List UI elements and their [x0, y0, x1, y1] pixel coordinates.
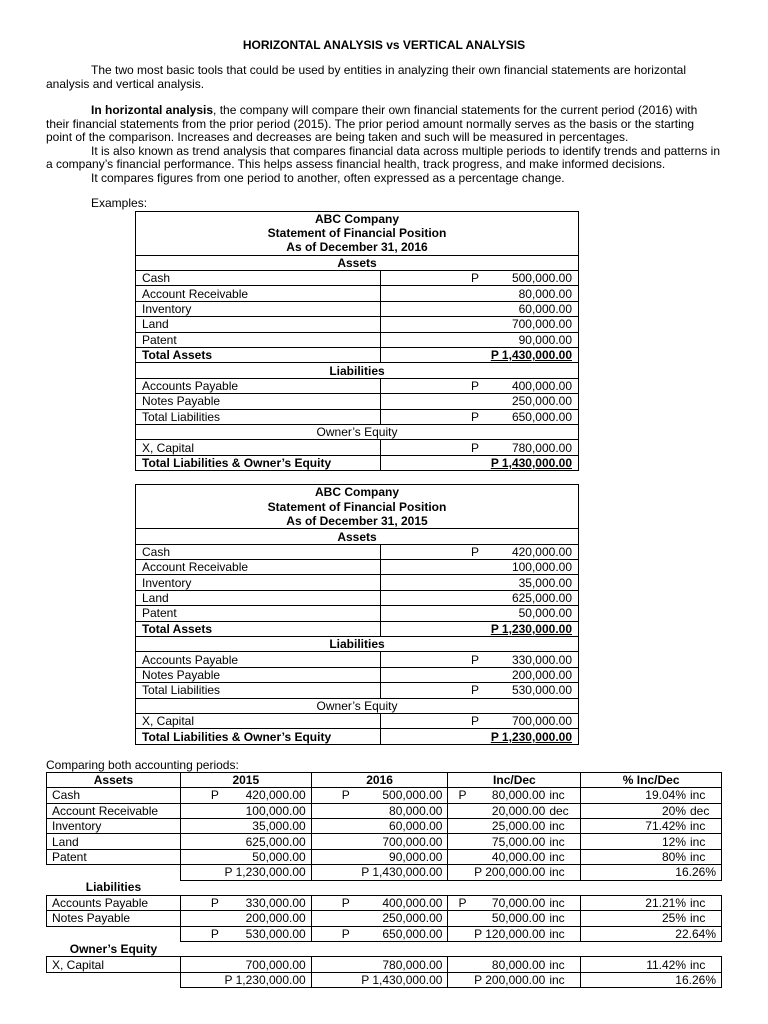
value-2015-amount: 100,000.00 [245, 803, 306, 818]
inc-dec [448, 957, 581, 972]
row-amount: 700,000.00 [511, 317, 572, 332]
comparison-caption: Comparing both accounting periods: [46, 757, 239, 772]
table-row [136, 440, 579, 455]
total-assets-row [136, 621, 579, 636]
inc-dec [448, 803, 581, 818]
pct-value: 12% [661, 834, 686, 849]
row-label: Total Liabilities [136, 683, 381, 698]
pct-value: 71.42% [645, 819, 686, 834]
pct-inc-dec [581, 788, 722, 803]
row-label: Cash [136, 544, 381, 559]
inc-dec-tag: inc [549, 834, 565, 849]
row-amount: 80,000.00 [518, 286, 572, 301]
row-amount: 100,000.00 [511, 560, 572, 575]
table-row [136, 560, 579, 575]
row-label: Inventory [47, 818, 181, 833]
header-cell: 2016 [311, 772, 448, 787]
table-row [47, 895, 722, 910]
statement-date: As of December 31, 2015 [136, 514, 579, 529]
peso-sign: P [471, 683, 480, 698]
table-row [136, 271, 579, 286]
row-amount: 90,000.00 [518, 332, 572, 347]
peso-sign: P [341, 896, 350, 911]
total-2016: 650,000.00 [382, 926, 443, 941]
value-2016-amount: 90,000.00 [389, 849, 443, 864]
value-2016 [311, 957, 448, 972]
value-2015-amount: 700,000.00 [245, 957, 306, 972]
inc-dec-tag: inc [549, 896, 565, 911]
table-row [136, 301, 579, 316]
table-row [136, 378, 579, 393]
table-row [136, 606, 579, 621]
table-row [136, 409, 579, 424]
row-label: Accounts Payable [136, 378, 381, 393]
total-pct: 16.26% [581, 865, 722, 880]
total-2015: 530,000.00 [245, 926, 306, 941]
pct-value: 80% [661, 849, 686, 864]
pct-inc-dec [581, 818, 722, 833]
table-row [47, 803, 722, 818]
total-diff-tag: inc [549, 926, 565, 941]
pct-inc-dec [581, 911, 722, 926]
table-row [136, 575, 579, 590]
inc-dec-amount: 70,000.00 [491, 896, 546, 911]
horizontal-analysis-text: , the company will compare their own financial statements for the current period (2016) with their financial statements from the prior period (2015). The prior period amount normally serves as the basis or the starting point of the comparison. Increases and decreases are being taken and such will be measured in percentages. [46, 103, 698, 144]
value-2016-amount: 700,000.00 [382, 834, 443, 849]
company-name: ABC Company [136, 211, 579, 226]
row-amount: 250,000.00 [511, 394, 572, 409]
intro-paragraph: The two most basic tools that could be used by entities in analyzing their own financial statements are horizontal analysis and vertical analysis. [46, 63, 686, 91]
row-label: X, Capital [136, 714, 381, 729]
total-le-amount: P 1,430,000.00 [490, 455, 572, 470]
pct-inc-dec [581, 957, 722, 972]
inc-dec-tag: inc [549, 819, 565, 834]
row-label: Cash [47, 788, 181, 803]
inc-dec [448, 834, 581, 849]
inc-dec-amount: 80,000.00 [491, 788, 546, 803]
inc-dec [448, 788, 581, 803]
pct-inc-dec [581, 834, 722, 849]
table-row [136, 714, 579, 729]
row-amount: 35,000.00 [518, 575, 572, 590]
row-amount: 780,000.00 [511, 440, 572, 455]
inc-dec-tag: inc [549, 788, 565, 803]
row-amount: 650,000.00 [511, 409, 572, 424]
value-2016 [311, 895, 448, 910]
pct-tag: inc [690, 788, 706, 803]
pct-tag: inc [690, 849, 706, 864]
row-label: Account Receivable [47, 803, 181, 818]
total-assets-amount: P 1,430,000.00 [490, 348, 572, 363]
total-diff-value: P 200,000.00 [474, 973, 546, 988]
total-le-label: Total Liabilities & Owner’s Equity [136, 729, 381, 744]
equity-total-row [47, 972, 722, 987]
peso-sign: P [341, 788, 350, 803]
statement-name: Statement of Financial Position [136, 226, 579, 240]
value-2016 [311, 803, 448, 818]
equity-subheading: Owner’s Equity [69, 942, 158, 957]
value-2015-amount: 625,000.00 [245, 834, 306, 849]
peso-sign: P [458, 896, 467, 911]
equity-heading: Owner’s Equity [136, 698, 579, 713]
total-pct: 22.64% [581, 926, 722, 941]
inc-dec [448, 849, 581, 864]
row-amount: 50,000.00 [518, 606, 572, 621]
value-2015 [180, 818, 311, 833]
total-pct: 16.26% [581, 972, 722, 987]
inc-dec-tag: dec [549, 803, 569, 818]
row-label: Inventory [136, 301, 381, 316]
inc-dec-amount: 50,000.00 [491, 911, 546, 926]
peso-sign: P [471, 440, 480, 455]
total-diff [448, 865, 581, 880]
inc-dec-amount: 40,000.00 [491, 849, 546, 864]
table-row [47, 818, 722, 833]
total-le-row [136, 455, 579, 470]
row-label: Cash [136, 271, 381, 286]
row-label: Inventory [136, 575, 381, 590]
value-2016-amount: 500,000.00 [382, 788, 443, 803]
header-cell: 2015 [180, 772, 311, 787]
inc-dec-amount: 25,000.00 [491, 819, 546, 834]
comparison-header-row [47, 772, 722, 787]
table-row [136, 590, 579, 605]
table-row [136, 683, 579, 698]
row-label: Land [136, 317, 381, 332]
row-amount: 530,000.00 [511, 683, 572, 698]
row-label: Patent [136, 606, 381, 621]
horizontal-analysis-term: In horizontal analysis [91, 103, 214, 117]
row-label: Patent [47, 849, 181, 864]
row-amount: 625,000.00 [511, 591, 572, 606]
table-row [47, 834, 722, 849]
liabilities-heading: Liabilities [136, 363, 579, 378]
value-2015 [180, 788, 311, 803]
peso-sign: P [471, 652, 480, 667]
peso-sign: P [471, 271, 480, 286]
total-diff [448, 972, 581, 987]
table-row [47, 911, 722, 926]
pct-tag: dec [690, 803, 710, 818]
total-le-label: Total Liabilities & Owner’s Equity [136, 455, 381, 470]
row-amount: 60,000.00 [518, 302, 572, 317]
company-name: ABC Company [136, 485, 579, 500]
row-label: Patent [136, 332, 381, 347]
pct-value: 25% [661, 911, 686, 926]
inc-dec-amount: 20,000.00 [491, 803, 546, 818]
value-2015 [180, 911, 311, 926]
liabilities-total-row [47, 926, 722, 941]
peso-sign: P [210, 896, 219, 911]
value-2015-amount: 35,000.00 [252, 819, 306, 834]
row-amount: 500,000.00 [511, 271, 572, 286]
pct-inc-dec [581, 895, 722, 910]
total-diff-value: P 200,000.00 [474, 865, 546, 880]
pct-inc-dec [581, 803, 722, 818]
total-assets-row [136, 348, 579, 363]
peso-sign: P [210, 788, 219, 803]
header-cell: Inc/Dec [448, 772, 581, 787]
value-2016 [311, 834, 448, 849]
total-assets-label: Total Assets [136, 621, 381, 636]
table-row [136, 317, 579, 332]
assets-heading: Assets [136, 529, 579, 544]
compares-paragraph: It compares figures from one period to another, often expressed as a percentage change. [91, 170, 565, 185]
pct-inc-dec [581, 849, 722, 864]
table-row [47, 788, 722, 803]
table-row [136, 286, 579, 301]
pct-tag: inc [690, 834, 706, 849]
value-2016-amount: 780,000.00 [382, 957, 443, 972]
value-2015 [180, 849, 311, 864]
document-title: HORIZONTAL ANALYSIS vs VERTICAL ANALYSIS [242, 38, 526, 52]
pct-tag: inc [690, 896, 706, 911]
value-2016 [311, 788, 448, 803]
liabilities-subheading: Liabilities [85, 880, 142, 895]
peso-sign: P [210, 926, 219, 941]
row-amount: 700,000.00 [511, 714, 572, 729]
value-2015 [180, 957, 311, 972]
table-row [47, 849, 722, 864]
statement-date: As of December 31, 2016 [136, 240, 579, 255]
row-label: Land [136, 590, 381, 605]
inc-dec-tag: inc [549, 957, 565, 972]
total-le-row [136, 729, 579, 744]
peso-sign: P [471, 378, 480, 393]
peso-sign: P [471, 714, 480, 729]
table-row [136, 667, 579, 682]
assets-total-row [47, 865, 722, 880]
trend-analysis-paragraph: It is also known as trend analysis that compares financial data across multiple periods to identify trends and patterns in a company’s financial performance. This helps assess financial health, track progress, and make informed decisions. [46, 143, 720, 171]
row-label: Notes Payable [136, 667, 381, 682]
peso-sign: P [458, 788, 467, 803]
header-cell: Assets [47, 772, 181, 787]
row-label: Account Receivable [136, 560, 381, 575]
pct-tag: inc [690, 957, 706, 972]
value-2016-amount: 60,000.00 [389, 819, 443, 834]
statement-2015 [135, 484, 579, 745]
row-amount: 400,000.00 [511, 378, 572, 393]
total-diff [448, 926, 581, 941]
value-2015 [180, 834, 311, 849]
value-2016-amount: 400,000.00 [382, 896, 443, 911]
horizontal-analysis-paragraph [46, 104, 722, 145]
row-label: X, Capital [136, 440, 381, 455]
row-label: Accounts Payable [136, 652, 381, 667]
pct-tag: inc [690, 911, 706, 926]
value-2016-amount: 250,000.00 [382, 911, 443, 926]
total-2016: P 1,430,000.00 [311, 865, 448, 880]
inc-dec-amount: 75,000.00 [491, 834, 546, 849]
value-2015-amount: 420,000.00 [245, 788, 306, 803]
row-label: Notes Payable [136, 394, 381, 409]
comparison-table [46, 772, 722, 988]
total-le-amount: P 1,230,000.00 [490, 729, 572, 744]
total-diff-tag: inc [549, 973, 565, 988]
pct-value: 19.04% [645, 788, 686, 803]
header-cell: % Inc/Dec [581, 772, 722, 787]
liabilities-heading: Liabilities [136, 637, 579, 652]
value-2015-amount: 200,000.00 [245, 911, 306, 926]
value-2015-amount: 50,000.00 [252, 849, 306, 864]
table-row [136, 652, 579, 667]
total-diff-value: P 120,000.00 [474, 926, 546, 941]
total-2016: P 1,430,000.00 [311, 972, 448, 987]
inc-dec [448, 895, 581, 910]
total-diff-tag: inc [549, 865, 565, 880]
value-2016-amount: 80,000.00 [389, 803, 443, 818]
total-2015: P 1,230,000.00 [180, 972, 311, 987]
value-2016 [311, 818, 448, 833]
pct-tag: inc [690, 819, 706, 834]
row-label: X, Capital [47, 957, 181, 972]
row-label: Total Liabilities [136, 409, 381, 424]
peso-sign: P [471, 544, 480, 559]
row-label: Account Receivable [136, 286, 381, 301]
pct-value: 21.21% [645, 896, 686, 911]
inc-dec-tag: inc [549, 849, 565, 864]
examples-label: Examples: [91, 196, 148, 210]
row-label: Accounts Payable [47, 895, 181, 910]
pct-value: 11.42% [646, 957, 686, 972]
value-2015 [180, 895, 311, 910]
statement-2016 [135, 211, 579, 472]
peso-sign: P [471, 409, 480, 424]
value-2015 [180, 803, 311, 818]
assets-heading: Assets [136, 255, 579, 270]
statement-name: Statement of Financial Position [136, 500, 579, 514]
total-assets-amount: P 1,230,000.00 [490, 621, 572, 636]
value-2016 [311, 849, 448, 864]
peso-sign: P [341, 926, 350, 941]
table-row [136, 394, 579, 409]
table-row [136, 544, 579, 559]
inc-dec [448, 911, 581, 926]
row-label: Notes Payable [47, 911, 181, 926]
row-amount: 420,000.00 [511, 544, 572, 559]
inc-dec-tag: inc [549, 911, 565, 926]
value-2015-amount: 330,000.00 [245, 896, 306, 911]
row-amount: 330,000.00 [511, 652, 572, 667]
inc-dec [448, 818, 581, 833]
total-2015: P 1,230,000.00 [180, 865, 311, 880]
row-amount: 200,000.00 [511, 668, 572, 683]
table-row [47, 957, 722, 972]
value-2016 [311, 911, 448, 926]
total-assets-label: Total Assets [136, 348, 381, 363]
table-row [136, 332, 579, 347]
equity-heading: Owner’s Equity [136, 424, 579, 439]
row-label: Land [47, 834, 181, 849]
pct-value: 20% [661, 803, 686, 818]
inc-dec-amount: 80,000.00 [491, 957, 546, 972]
